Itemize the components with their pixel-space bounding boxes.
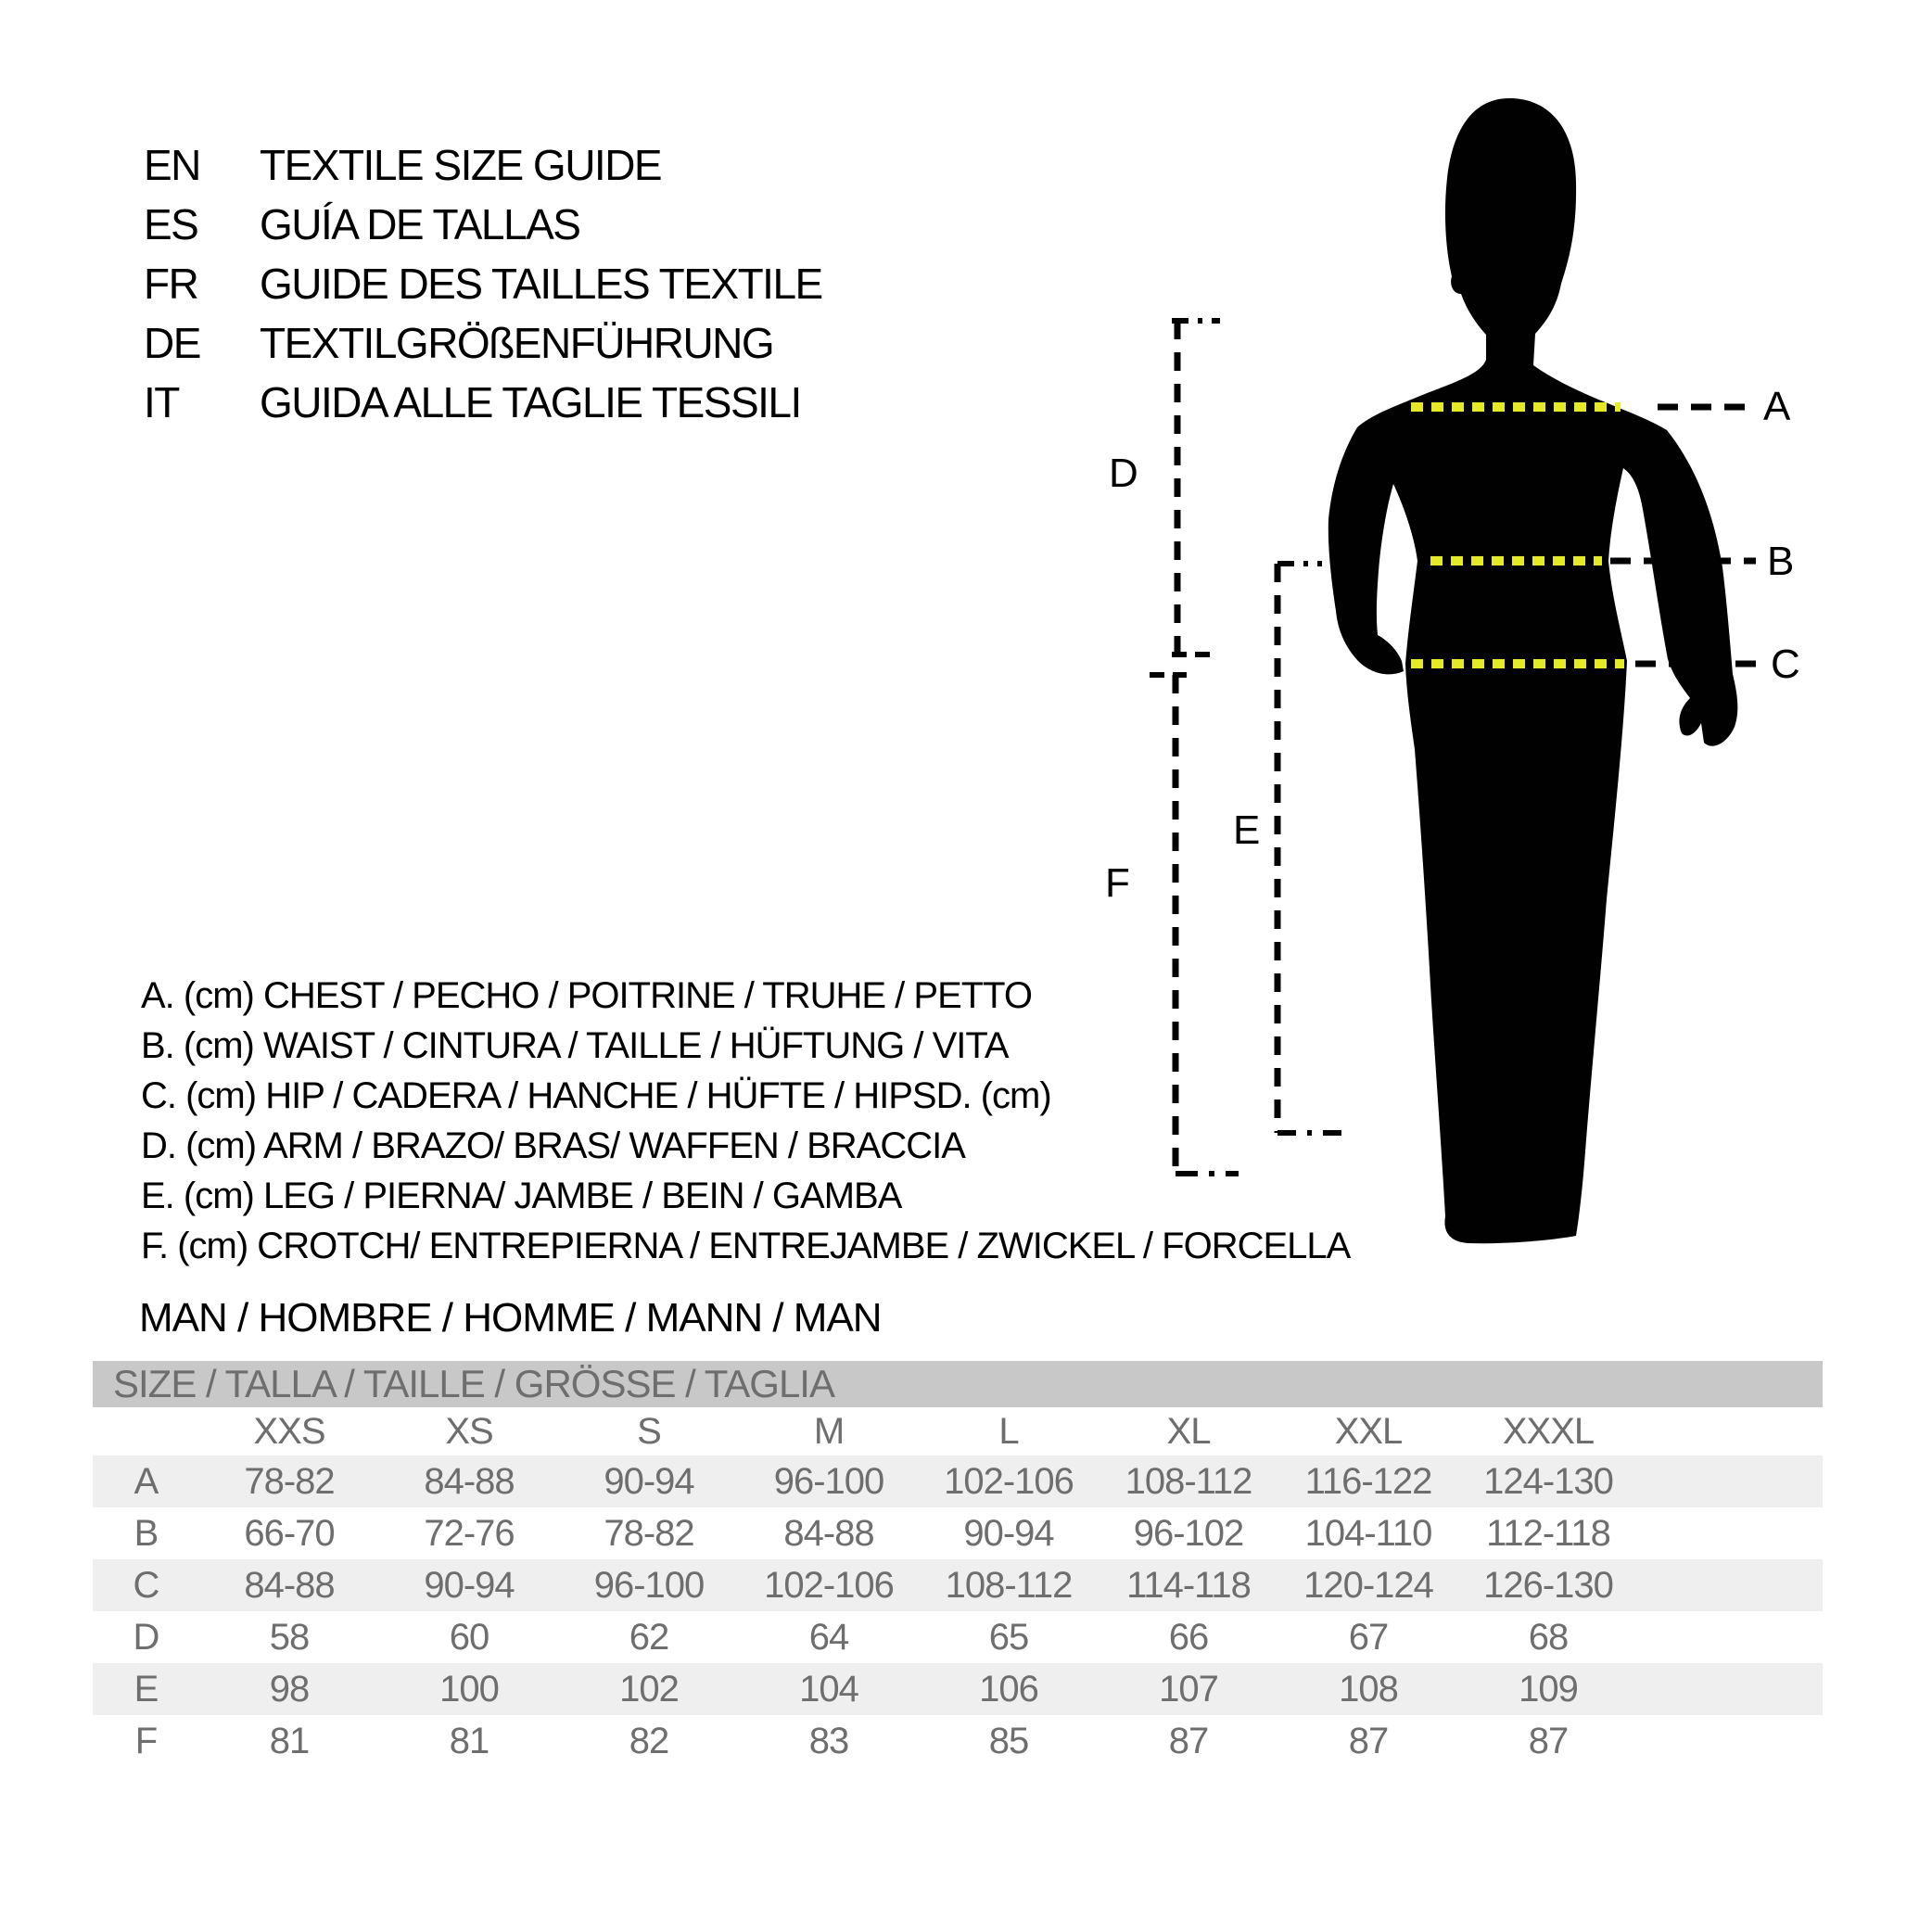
- label-waist-B: B: [1767, 539, 1794, 584]
- guide-title: GUÍA DE TALLAS: [260, 200, 580, 248]
- size-value-cell: 84-88: [424, 1460, 515, 1502]
- size-column-header: XS: [445, 1410, 493, 1452]
- label-crotch-F: F: [1105, 860, 1129, 906]
- size-table: [93, 1361, 1823, 1767]
- size-value-cell: 126-130: [1483, 1564, 1613, 1606]
- size-value-cell: 81: [449, 1720, 489, 1761]
- size-value-cell: 78-82: [604, 1512, 694, 1554]
- measurement-legend: [141, 971, 1350, 1271]
- legend-line: F. (cm) CROTCH/ ENTREPIERNA / ENTREJAMBE / ZWICKEL / FORCELLA: [141, 1226, 1351, 1266]
- size-value-cell: 120-124: [1303, 1564, 1433, 1606]
- size-value-cell: 87: [1168, 1720, 1209, 1761]
- size-value-cell: 100: [439, 1668, 499, 1710]
- size-table-row: [93, 1663, 1823, 1715]
- size-value-cell: 116-122: [1304, 1460, 1432, 1502]
- size-value-cell: 85: [988, 1720, 1029, 1761]
- size-value-cell: 96-102: [1133, 1512, 1244, 1554]
- size-table-row: [93, 1507, 1823, 1559]
- size-column-header: XL: [1166, 1410, 1211, 1452]
- size-value-cell: 78-82: [244, 1460, 335, 1502]
- size-value-cell: 58: [269, 1616, 310, 1658]
- size-table-row: [93, 1455, 1823, 1507]
- size-value-cell: 108: [1339, 1668, 1398, 1710]
- size-value-cell: 84-88: [244, 1564, 335, 1606]
- size-value-cell: 96-100: [593, 1564, 705, 1606]
- corner-cell: [93, 1407, 199, 1455]
- size-value-cell: 87: [1348, 1720, 1389, 1761]
- label-leg-E: E: [1233, 807, 1260, 853]
- size-value-cell: 102: [619, 1668, 679, 1710]
- measure-row-label: B: [133, 1512, 159, 1554]
- size-column-header: XXS: [253, 1410, 325, 1452]
- size-value-cell: 90-94: [604, 1460, 694, 1502]
- man-silhouette: [1328, 98, 1738, 1243]
- size-value-cell: 107: [1159, 1668, 1218, 1710]
- size-table-row: [93, 1611, 1823, 1663]
- size-value-cell: 102-106: [944, 1460, 1074, 1502]
- language-code: IT: [144, 378, 179, 426]
- size-column-header: M: [813, 1410, 845, 1452]
- guide-title: GUIDE DES TAILLES TEXTILE: [260, 260, 822, 308]
- size-value-cell: 66-70: [244, 1512, 335, 1554]
- size-value-cell: 106: [979, 1668, 1038, 1710]
- guide-title: GUIDA ALLE TAGLIE TESSILI: [260, 378, 801, 426]
- size-value-cell: 68: [1528, 1616, 1569, 1658]
- guide-title: TEXTILGRÖßENFÜHRUNG: [260, 319, 774, 367]
- size-column-header: S: [637, 1410, 661, 1452]
- size-value-cell: 112-118: [1486, 1512, 1610, 1554]
- size-column-header: L: [998, 1410, 1019, 1452]
- size-table-grid: [93, 1407, 1823, 1767]
- language-code: DE: [144, 319, 200, 367]
- language-code: EN: [144, 141, 200, 189]
- size-value-cell: 72-76: [424, 1512, 515, 1554]
- size-column-header: XXXL: [1502, 1410, 1595, 1452]
- size-value-cell: 104-110: [1304, 1512, 1432, 1554]
- size-value-cell: 62: [629, 1616, 669, 1658]
- legend-line: E. (cm) LEG / PIERNA/ JAMBE / BEIN / GAMBA: [141, 1176, 902, 1216]
- size-value-cell: 90-94: [424, 1564, 515, 1606]
- size-value-cell: 87: [1528, 1720, 1569, 1761]
- size-value-cell: 108-112: [945, 1564, 1073, 1606]
- legend-line: A. (cm) CHEST / PECHO / POITRINE / TRUHE / PETTO: [141, 975, 1033, 1016]
- size-value-cell: 67: [1348, 1616, 1389, 1658]
- size-value-cell: 64: [808, 1616, 849, 1658]
- measure-row-label: E: [133, 1668, 159, 1710]
- label-arm-D: D: [1109, 451, 1138, 496]
- size-value-cell: 81: [269, 1720, 310, 1761]
- size-value-cell: 82: [629, 1720, 669, 1761]
- language-code: FR: [144, 260, 198, 308]
- legend-line: D. (cm) ARM / BRAZO/ BRAS/ WAFFEN / BRACCIA: [141, 1125, 965, 1166]
- size-value-cell: 90-94: [963, 1512, 1054, 1554]
- measure-row-label: D: [133, 1616, 159, 1658]
- size-value-cell: 104: [799, 1668, 858, 1710]
- size-value-cell: 109: [1519, 1668, 1578, 1710]
- size-value-cell: 65: [988, 1616, 1029, 1658]
- label-hip-C: C: [1771, 642, 1799, 687]
- size-value-cell: 108-112: [1125, 1460, 1252, 1502]
- size-table-header-bar: SIZE / TALLA / TAILLE / GRÖSSE / TAGLIA: [93, 1361, 1823, 1407]
- size-value-cell: 102-106: [764, 1564, 894, 1606]
- size-value-cell: 83: [808, 1720, 849, 1761]
- measure-row-label: A: [133, 1460, 159, 1502]
- size-table-row: [93, 1715, 1823, 1767]
- size-value-cell: 84-88: [783, 1512, 874, 1554]
- legend-line: C. (cm) HIP / CADERA / HANCHE / HÜFTE / HIPSD. (cm): [141, 1075, 1051, 1116]
- guide-title: TEXTILE SIZE GUIDE: [260, 141, 662, 189]
- size-value-cell: 98: [269, 1668, 310, 1710]
- size-value-cell: 96-100: [773, 1460, 884, 1502]
- size-value-cell: 60: [449, 1616, 489, 1658]
- size-table-row: [93, 1559, 1823, 1611]
- language-code: ES: [144, 200, 198, 248]
- size-column-header: XXL: [1334, 1410, 1403, 1452]
- size-columns-row: [93, 1407, 1823, 1455]
- size-value-cell: 66: [1168, 1616, 1209, 1658]
- size-value-cell: 124-130: [1483, 1460, 1613, 1502]
- legend-line: B. (cm) WAIST / CINTURA / TAILLE / HÜFTUNG / VITA: [141, 1025, 1009, 1066]
- measure-row-label: C: [133, 1564, 159, 1606]
- category-line: MAN / HOMBRE / HOMME / MANN / MAN: [139, 1295, 882, 1341]
- size-value-cell: 114-118: [1126, 1564, 1251, 1606]
- label-chest-A: A: [1763, 384, 1790, 429]
- measure-row-label: F: [134, 1720, 158, 1761]
